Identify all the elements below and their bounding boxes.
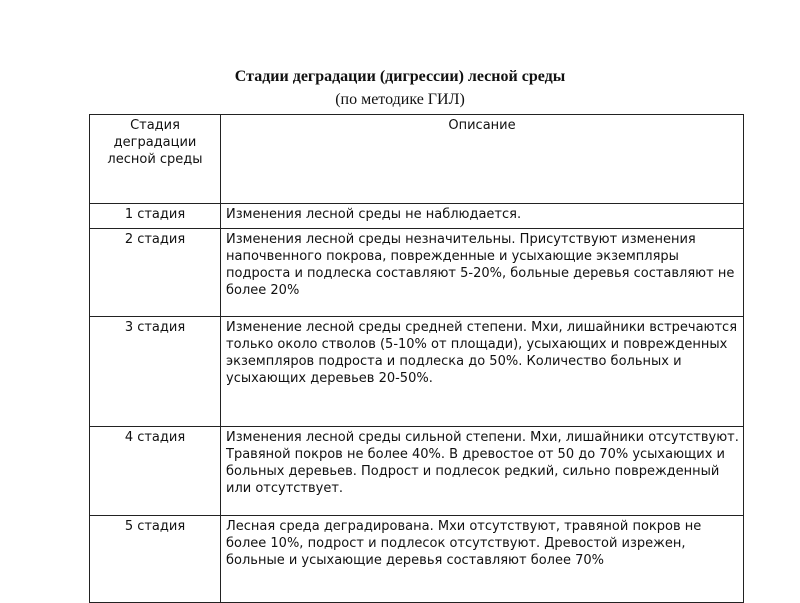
description-cell: Изменения лесной среды незначительны. Присутствуют изменения напочвенного покрова, поврежденные и усыхающие экземпляры подроста и подлеска составляют 5-20%, больные деревья составляют не более 20% — [221, 229, 744, 317]
table-row — [90, 204, 744, 229]
table-row — [90, 427, 744, 516]
description-cell: Изменения лесной среды не наблюдается. — [221, 204, 744, 229]
table-row — [90, 229, 744, 317]
table-row — [90, 516, 744, 603]
stage-cell: 1 стадия — [90, 204, 221, 229]
stage-cell: 2 стадия — [90, 229, 221, 317]
table-header-row — [90, 115, 744, 204]
document-subtitle: (по методике ГИЛ) — [335, 91, 465, 108]
header-stage: Стадия деградации лесной среды — [90, 115, 221, 204]
stage-cell: 4 стадия — [90, 427, 221, 516]
document-title: Стадии деградации (дигрессии) лесной среды — [234, 68, 566, 85]
description-cell: Изменения лесной среды сильной степени. Мхи, лишайники отсутствуют. Травяной покров не более 40%. В древостое от 50 до 70% усыхающих и больных деревьев. Подрост и подлесок редкий, сильно поврежденный или отсутствует. — [221, 427, 744, 516]
description-cell: Изменение лесной среды средней степени. Мхи, лишайники встречаются только около стволов (5-10% от площади), усыхающих и поврежденных экземпляров подроста и подлеска до 50%. Количество больных и усыхающих деревьев 20-50%. — [221, 317, 744, 427]
stage-cell: 3 стадия — [90, 317, 221, 427]
description-cell: Лесная среда деградирована. Мхи отсутствуют, травяной покров не более 10%, подрост и подлесок отсутствуют. Древостой изрежен, больные и усыхающие деревья составляют более 70% — [221, 516, 744, 603]
stage-cell: 5 стадия — [90, 516, 221, 603]
degradation-stages-table — [89, 114, 744, 603]
table-row — [90, 317, 744, 427]
header-description: Описание — [221, 115, 744, 204]
